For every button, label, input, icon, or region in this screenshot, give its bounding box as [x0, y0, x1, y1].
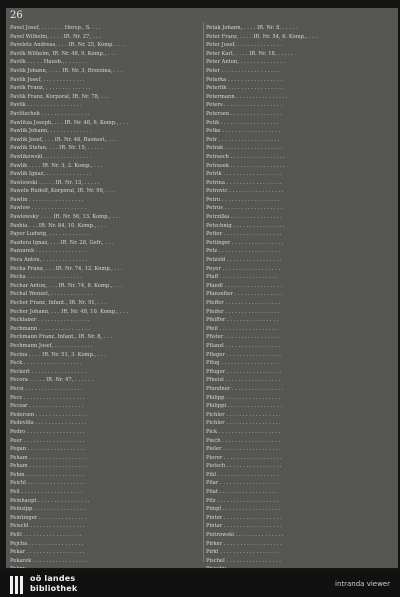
register-entry: Petrik . . . . . . . . . . . . . . . . . . — [206, 171, 282, 178]
register-entry: Petter . . . . . . . . . . . . . . . . . . — [206, 231, 282, 238]
register-entry: Petrzilka . . . . . . . . . . . . . . . . — [206, 214, 282, 221]
register-entry: Pawlikowski . . . . . . . . . . . . . . . — [10, 153, 92, 160]
register-entry: Pecora . . . . . IR. Nr. 47, . . . . . . — [10, 377, 94, 384]
register-entry: Pischel . . . . . . . . . . . . . . . . . — [206, 557, 281, 564]
register-entry: Peham . . . . . . . . . . . . . . . . . . — [10, 463, 88, 470]
register-entry: Petrasch . . . . . . . . . . . . . . . . . — [206, 153, 285, 160]
register-entry: Paveletz Andreas, . . . IR. Nr. 25, Komp. . . . — [10, 42, 124, 49]
register-entry: Pfundner . . . . . . . . . . . . . . . . — [206, 385, 284, 392]
column-divider — [203, 22, 204, 562]
register-entry: Peca Anton, . . . . . . . . . . . . . . — [10, 257, 88, 264]
register-entry: Pichler . . . . . . . . . . . . . . . . . — [206, 411, 281, 418]
viewer-label[interactable]: intranda viewer — [335, 580, 390, 588]
register-entry: Petschnig . . . . . . . . . . . . . . . . — [206, 222, 285, 229]
register-entry: Pavlik Josef, . . . . . . . . . . . . . — [10, 76, 85, 83]
register-entry: Pfeifer . . . . . . . . . . . . . . . . . — [206, 308, 280, 315]
register-entry: Petru . . . . . . . . . . . . . . . . . . — [206, 196, 280, 203]
register-entry: Pierer . . . . . . . . . . . . . . . . . . — [206, 454, 282, 461]
register-entry: Pihl . . . . . . . . . . . . . . . . . . . — [206, 471, 279, 478]
register-entry: Pecher Franz, Infant., IR. Nr. 91, . . . — [10, 300, 107, 306]
register-entry: Pegan . . . . . . . . . . . . . . . . . . — [10, 446, 86, 453]
register-entry: Pawlik Josef, . . . IR. Nr. 48, Baonsst., . . . — [10, 136, 118, 143]
register-entry: Pintar . . . . . . . . . . . . . . . . . . — [206, 523, 282, 530]
register-entry: Peischl . . . . . . . . . . . . . . . . . — [10, 523, 85, 530]
register-entry: Pfeffer . . . . . . . . . . . . . . . . . — [206, 300, 280, 306]
register-entry: Pilz . . . . . . . . . . . . . . . . . . . — [206, 497, 279, 504]
register-entry: Peter Anton, . . . . . . . . . . . . . . — [206, 59, 286, 66]
register-entry: Pechmann Franz, Infant., IR. Nr. 8, . . . — [10, 334, 113, 341]
register-entry: Pecz . . . . . . . . . . . . . . . . . . . — [10, 394, 85, 401]
register-entry: Peichl . . . . . . . . . . . . . . . . . . — [10, 480, 86, 487]
register-entry: Pichler . . . . . . . . . . . . . . . . . — [206, 420, 281, 427]
register-entry: Pecha . . . . . . . . . . . . . . . . . — [10, 274, 82, 281]
register-entry: Peinsipp . . . . . . . . . . . . . . . . — [10, 506, 86, 513]
register-entry: Pazourek . . . . . . . . . . . . . . . . — [10, 248, 88, 255]
register-entry: Pfister . . . . . . . . . . . . . . . . . — [206, 334, 280, 341]
register-entry: Pinter . . . . . . . . . . . . . . . . . . — [206, 514, 282, 521]
register-entry: Petzold . . . . . . . . . . . . . . . . . — [206, 257, 282, 264]
logo-text-line2: bibliothek — [30, 584, 78, 593]
register-entry: Pechmann Josef, . . . . . . . . . . . . — [10, 342, 93, 349]
register-entry: Pedersen . . . . . . . . . . . . . . . . — [10, 411, 88, 418]
register-entry: Peintinger . . . . . . . . . . . . . . . — [10, 514, 87, 521]
register-entry: Pfleger . . . . . . . . . . . . . . . . . — [206, 351, 281, 358]
register-entry: Petrak . . . . . . . . . . . . . . . . . . — [206, 145, 283, 152]
register-entry: Pawlik . . . . IR. Nr. 3, 2. Komp., . . . — [10, 162, 103, 169]
register-entry: Peck . . . . . . . . . . . . . . . . . . — [10, 360, 82, 367]
register-entry: Pavlitschek . . . . . . . . . . . . . . . — [10, 110, 90, 117]
register-entry: Philipp . . . . . . . . . . . . . . . . . — [206, 394, 281, 401]
register-entry: Pirker . . . . . . . . . . . . . . . . . . — [206, 540, 282, 547]
register-entry: Pawlik Stefan, . . . IR. Nr. 15, . . . . . — [10, 145, 103, 152]
register-entry: Pechar Anton, . . . IR. Nr. 74, 8. Komp., . . . — [10, 282, 123, 289]
register-entry: Pieler . . . . . . . . . . . . . . . . . . — [206, 446, 281, 453]
register-entry: Pimpl . . . . . . . . . . . . . . . . . . — [206, 506, 281, 513]
register-entry: Pavlik . . . . . . . . . . . . . . . . . — [10, 102, 82, 109]
register-entry: Pflanzl . . . . . . . . . . . . . . . . . — [206, 342, 280, 349]
right-column — [206, 24, 396, 568]
register-entry: Petrina . . . . . . . . . . . . . . . . . — [206, 179, 282, 186]
register-entry: Pawlowsky . . . . IR. Nr. 56, 13. Komp., . . . — [10, 214, 121, 221]
register-entry: Pecha Franz, . . . IR. Nr. 74, 12. Komp., . . . — [10, 265, 123, 272]
register-entry: Pfluger . . . . . . . . . . . . . . . . . — [206, 368, 282, 375]
register-entry: Pawlitza Joseph, . . . IR. Nr. 48, 6. Komp., . . . — [10, 119, 129, 126]
register-entry: Petz . . . . . . . . . . . . . . . . . . . — [206, 248, 280, 255]
register-entry: Pedro . . . . . . . . . . . . . . . . . . — [10, 428, 85, 435]
register-entry: Pavlik Johann, . . . . IR. Nr. 3, Brzezina, . . . — [10, 67, 123, 74]
register-entry: Pfandl . . . . . . . . . . . . . . . . . . — [206, 282, 283, 289]
register-entry: Pavlik Wilhelm, IR. Nr. 48, 9. Komp., . . . — [10, 50, 117, 57]
library-logo[interactable] — [8, 574, 118, 596]
register-entry: Pecher Johann, . . . IR. Nr. 48, 10. Komp., . . . — [10, 308, 129, 315]
register-entry — [10, 565, 200, 568]
register-entry: Peinhaupt . . . . . . . . . . . . . . . . — [10, 497, 90, 504]
register-entry: Petermann . . . . . . . . . . . . . . . . — [206, 93, 288, 100]
register-entry: Pawlow . . . . . . . . . . . . . . . . . — [10, 205, 87, 212]
register-entry: Pehm . . . . . . . . . . . . . . . . . . — [10, 471, 84, 478]
register-entry: Pflug . . . . . . . . . . . . . . . . . . — [206, 360, 279, 367]
register-entry: Pfneisl . . . . . . . . . . . . . . . . . — [206, 377, 280, 384]
register-entry: Pejcha . . . . . . . . . . . . . . . . . — [10, 540, 84, 547]
register-entry: Pavlik Franz, Korporal, IR. Nr. 78, . . . — [10, 93, 110, 100]
register-entry: Pazdera Ignaz, . . . IR. Nr. 28, Gefr., . . . — [10, 239, 114, 246]
register-entry: Pawlowski . . . . . IR. Nr. 13, . . . . . — [10, 179, 100, 186]
register-entry: Pirkl . . . . . . . . . . . . . . . . . . — [206, 549, 278, 556]
register-entry: Pecsi . . . . . . . . . . . . . . . . . . — [10, 385, 83, 392]
register-entry: Petke . . . . . . . . . . . . . . . . . . — [206, 128, 280, 135]
register-entry: Peter Josef, . . . . . . . . . . . . . . — [206, 42, 283, 49]
register-entry: Pick . . . . . . . . . . . . . . . . . . . — [206, 428, 280, 435]
register-entry: Peterka . . . . . . . . . . . . . . . . . — [206, 76, 283, 83]
register-entry: Pfanzelter . . . . . . . . . . . . . . . — [206, 291, 283, 298]
register-entry: Peter Karl, . . . . IR. Nr. 18, . . . . . — [206, 50, 293, 57]
register-entry: Pilar . . . . . . . . . . . . . . . . . . — [206, 480, 278, 487]
logo-text-line1: oö landes — [30, 574, 76, 583]
register-entry: Petr . . . . . . . . . . . . . . . . . . . — [206, 136, 280, 143]
left-column — [10, 24, 200, 568]
register-entry: Pawlin . . . . . . . . . . . . . . . . . — [10, 196, 84, 203]
register-entry: Pechmann . . . . . . . . . . . . . . . . — [10, 325, 91, 332]
register-entry: Pettinger . . . . . . . . . . . . . . . . — [206, 239, 284, 246]
register-entry: Peyer . . . . . . . . . . . . . . . . . . — [206, 265, 281, 272]
register-entry: Petrasek . . . . . . . . . . . . . . . . . — [206, 162, 285, 169]
register-entry: Peil . . . . . . . . . . . . . . . . . . . — [10, 489, 83, 496]
register-entry: Pavlik Franz, . . . . . . . . . . . . . . — [10, 85, 91, 92]
register-entry: Peczar . . . . . . . . . . . . . . . . . — [10, 403, 84, 410]
register-entry: Peckert . . . . . . . . . . . . . . . . . — [10, 368, 87, 375]
register-entry: Payer Ludwig, . . . . . . . . . . . . . — [10, 231, 91, 238]
register-entry: Pavlik . . . . . Hausb., . . . . . . . — [10, 59, 88, 66]
register-entry: Peterlik . . . . . . . . . . . . . . . . . — [206, 85, 283, 92]
register-entry: Pawlik Ignaz, . . . . . . . . . . . . . . — [10, 171, 92, 178]
register-entry: Pekar . . . . . . . . . . . . . . . . . . — [10, 549, 85, 556]
register-entry: Pekarek . . . . . . . . . . . . . . . . . — [10, 557, 88, 564]
register-entry: Peer . . . . . . . . . . . . . . . . . . . — [10, 437, 85, 444]
register-entry: Peham . . . . . . . . . . . . . . . . . . — [10, 454, 88, 461]
register-entry: Pfaff . . . . . . . . . . . . . . . . . . — [206, 274, 278, 281]
page-number: 26 — [10, 10, 23, 21]
scanned-page — [6, 8, 398, 568]
register-entry: Peitl . . . . . . . . . . . . . . . . . . — [10, 532, 82, 539]
register-entry: Pedevilla . . . . . . . . . . . . . . . . — [10, 420, 87, 427]
register-entry: Pilat . . . . . . . . . . . . . . . . . . — [206, 489, 278, 496]
register-entry: Pecina . . . . IR. Nr. 51, 3. Komp., . . . — [10, 351, 106, 358]
register-entry: Petrovic . . . . . . . . . . . . . . . . . — [206, 188, 284, 195]
register-entry: Pfeil . . . . . . . . . . . . . . . . . . — [206, 325, 278, 332]
register-entry: Peter . . . . . . . . . . . . . . . . . . — [206, 67, 280, 74]
register-entry: Pavel Wilhelm, . . . . IR. Nr. 27, . . . — [10, 33, 101, 40]
register-entry: Pechlaner . . . . . . . . . . . . . . . . — [10, 317, 89, 324]
register-entry: Peters . . . . . . . . . . . . . . . . . . — [206, 102, 282, 109]
register-entry: Peter Franz, . . . . IR. Nr. 54, 6. Komp., . . . — [206, 33, 318, 40]
register-entry: Paweln Rudolf, Korporal, IR. Nr. 99, . . . — [10, 188, 115, 195]
register-entry: Pfeiffer . . . . . . . . . . . . . . . . — [206, 317, 279, 324]
register-entry: Pietsch . . . . . . . . . . . . . . . . . — [206, 463, 282, 470]
register-entry: Petik . . . . . . . . . . . . . . . . . . — [206, 119, 279, 126]
register-entry: Piech . . . . . . . . . . . . . . . . . . — [206, 437, 280, 444]
register-entry: Pechal Wenzel, . . . . . . . . . . . . . — [10, 291, 93, 298]
register-entry: Petersen . . . . . . . . . . . . . . . . — [206, 110, 282, 117]
register-entry: Paxhia . . . IR. Nr. 84, 10. Komp., . . . — [10, 222, 106, 229]
logo-bars-icon — [10, 576, 26, 594]
register-entry: Petrus . . . . . . . . . . . . . . . . . . — [206, 205, 283, 212]
register-entry: Pavel Josef, . . . . . . . Hersp., S. . . . — [10, 25, 101, 31]
register-entry — [206, 565, 396, 568]
register-entry: Piotrowski . . . . . . . . . . . . . . . — [206, 532, 284, 539]
register-entry: Petak Johann, . . . . IR. Nr. 8, . . . . . — [206, 25, 298, 31]
register-entry: Philippi . . . . . . . . . . . . . . . . . — [206, 403, 283, 410]
register-entry: Pawlik Johann, . . . . . . . . . . . . . — [10, 128, 92, 135]
